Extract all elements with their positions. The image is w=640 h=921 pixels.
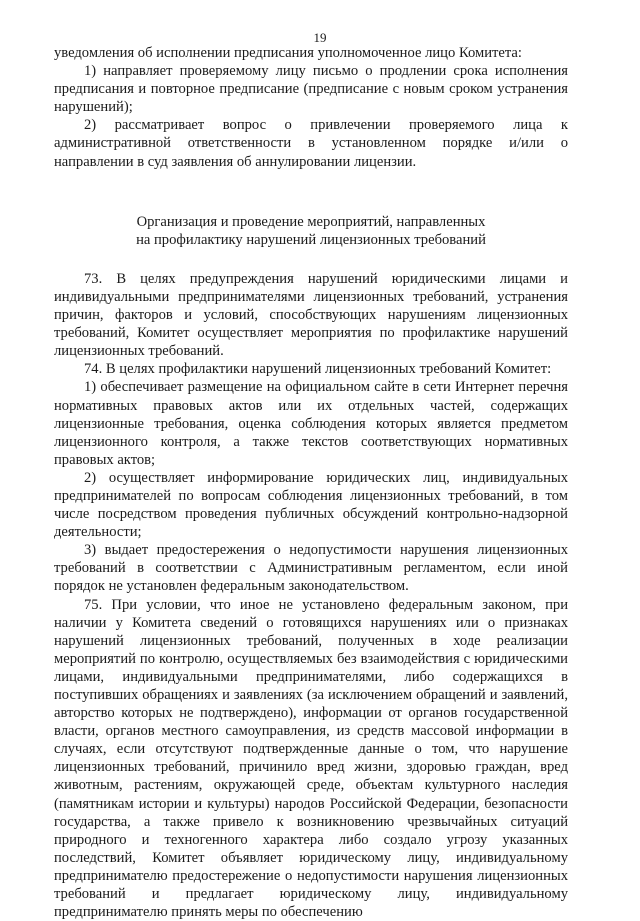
section-heading-line: Организация и проведение мероприятий, направленных — [136, 213, 486, 230]
paragraph: 1) направляет проверяемому лицу письмо о продлении срока исполнения предписания и повторное предписание (предписание с новым сроком устранения нарушений); — [54, 63, 568, 116]
paragraph: 1) обеспечивает размещение на официальном сайте в сети Интернет перечня нормативных правовых актов или их отдельных частей, содержащих лицензионные требования, оценка соблюдения которых является предметом лицензионного контроля, а также текстов соответствующих нормативных правовых актов; — [54, 379, 568, 468]
paragraph: 3) выдает предостережения о недопустимости нарушения лицензионных требований в соответствии с Административным регламентом, если иной порядок не установлен федеральным законодательством. — [54, 542, 568, 595]
paragraph: 2) рассматривает вопрос о привлечении проверяемого лица к административной ответственности в установленном порядке и/или о направлении в суд заявления об аннулировании лицензии. — [54, 117, 568, 170]
paragraph: уведомления об исполнении предписания уполномоченное лицо Комитета: — [54, 45, 522, 61]
document-body — [54, 44, 568, 921]
paragraph: 73. В целях предупреждения нарушений юридическими лицами и индивидуальными предпринимателями лицензионных требований, устранения причин, факторов и условий, способствующих нарушениям лицензионных требований, Комитет осуществляет мероприятия по профилактике нарушений лицензионных требований. — [54, 270, 568, 360]
paragraph: 74. В целях профилактики нарушений лицензионных требований Комитет: — [84, 361, 552, 378]
section-heading-line: на профилактику нарушений лицензионных требований — [136, 232, 486, 249]
page-number: 19 — [313, 30, 327, 45]
paragraph: 2) осуществляет информирование юридических лиц, индивидуальных предпринимателей по вопросам соблюдения лицензионных требований, в том числе посредством проведения публичных обсуждений контрольно-надзорной деятельности; — [54, 469, 568, 541]
paragraph: 75. При условии, что иное не установлено федеральным законом, при наличии у Комитета сведений о готовящихся нарушениях или о признаках нарушений лицензионных требований, полученных в ходе реализации мероприятий по контролю, осуществляемых без взаимодействия с юридическими лицами, индивидуальными предпринимателями, либо содержащихся в поступивших обращениях и заявлениях (за исключением обращений и заявлений, авторство которых не подтверждено), информации от органов государственной власти, органов местного самоуправления, из средств массовой информации в случаях, если отсутствуют подтвержденные данные о том, что нарушение лицензионных требований, причинило вред жизни, здоровью граждан, вред животным, растениям, окружающей среде, объектам культурного наследия (памятникам истории и культуры) народов Российской Федерации, безопасности государства, а также привело к возникновению чрезвычайных ситуаций природного и техногенного характера либо создало угрозу указанных последствий, Комитет объявляет юридическому лицу, индивидуальному предпринимателю предостережение о недопустимости нарушения лицензионных требований и предлагает юридическому лицу, индивидуальному предпринимателю принять меры по обеспечению — [54, 596, 568, 921]
section-heading — [54, 213, 568, 250]
